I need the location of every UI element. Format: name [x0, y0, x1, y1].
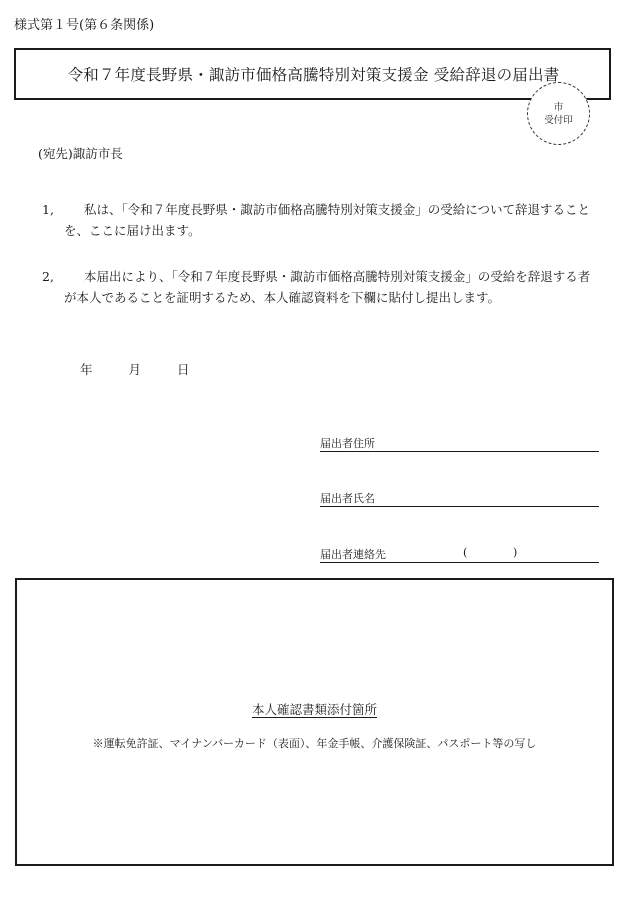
applicant-address-field[interactable]	[320, 435, 599, 452]
applicant-name-label: 届出者氏名	[320, 492, 375, 505]
attachment-note: ※運転免許証、マイナンバーカード（表面）、年金手帳、介護保険証、パスポート等の写し	[92, 737, 537, 750]
attachment-heading	[17, 700, 612, 718]
date-year-label: 年	[80, 362, 93, 377]
document-title: 令和７年度長野県・諏訪市価格高騰特別対策支援金 受給辞退の届出書	[67, 66, 560, 84]
id-attachment-area	[15, 578, 614, 866]
applicant-address-label: 届出者住所	[320, 437, 375, 450]
attachment-heading-text: 本人確認書類添付箇所	[251, 702, 377, 717]
date-day-label: 日	[176, 362, 190, 377]
contact-paren-open: (	[463, 546, 468, 559]
stamp-reception-label: 受付印	[544, 114, 573, 126]
applicant-contact-field[interactable]	[320, 546, 599, 563]
reception-stamp-circle	[527, 82, 590, 145]
declaration-item-2	[42, 266, 602, 308]
form-number: 様式第１号(第６条関係)	[14, 18, 155, 33]
stamp-city-label: 市	[553, 101, 564, 113]
title-box	[14, 48, 611, 100]
addressee: (宛先)諏訪市長	[38, 146, 123, 161]
item-text: 私は、「令和７年度長野県・諏訪市価格高騰特別対策支援金」の受給について辞退することを、ここに届け出ます。	[64, 202, 591, 238]
item-text: 本届出により、「令和７年度長野県・諏訪市価格高騰特別対策支援金」の受給を辞退する者が本人であることを証明するため、本人確認資料を下欄に貼付し提出します。	[64, 269, 591, 305]
declaration-item-1	[42, 199, 602, 241]
item-number: 2,	[42, 269, 54, 284]
contact-paren-close: )	[513, 546, 518, 559]
item-number: 1,	[42, 202, 54, 217]
applicant-contact-label: 届出者連絡先	[320, 548, 386, 561]
applicant-name-field[interactable]	[320, 490, 599, 507]
date-line	[80, 360, 189, 378]
date-month-label: 月	[128, 362, 141, 377]
